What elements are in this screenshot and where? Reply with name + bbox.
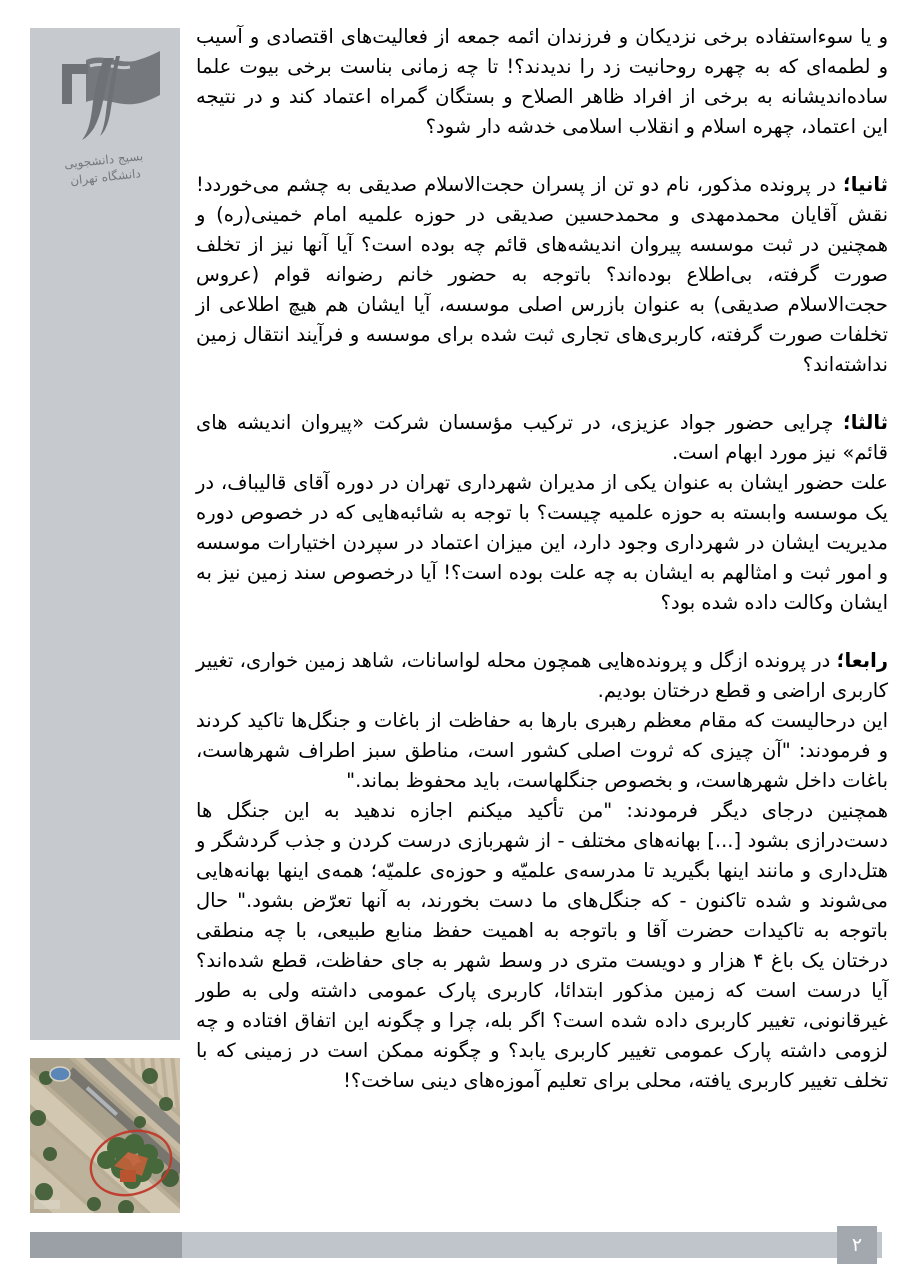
paragraph-5-text: در پرونده ازگل و پرونده‌هایی همچون محله لواسانات، شاهد زمین خواری، تغییر کاربری اراضی و قطع درختان بودیم. xyxy=(196,649,888,702)
paragraph-2-lead: ثانیا؛ xyxy=(842,173,888,196)
paragraph-7-text: همچنین درجای دیگر فرمودند: "من تأکید میکنم اجازه ندهید به این جنگل ها دست‌درازی بشود [...] بهانه‌های مختلف - از شهربازی درست کردن و جذب گردشگر و هتل‌داری و مانند اینها بگیرید تا مدرسه‌ی علمیّه و حوزه‌ی علمیّه؛ همه‌ی اینها بهانه‌هایی می‌شوند و شده تاکنون - که جنگل‌های ما دست بخورند، به آنها تعرّض بشود." حال باتوجه به تاکیدات حضرت آقا و باتوجه به اهمیت حفظ منابع طبیعی، با چه منطقی درختان یک باغ ۴ هزار و دویست متری در وسط شهر به جای حفاظت، قطع شده‌اند؟ آیا درست است که زمین مذکور ابتدائا، کاربری پارک عمومی داشته ولی به طور غیرقانونی، تغییر کاربری داده شده است؟ اگر بله، چرا و چگونه این اتفاق افتاده و چه لزومی داشته پارک عمومی تغییر کاربری یابد؟ و چگونه ممکن است در زمینی که با تخلف تغییر کاربری یافته، محلی برای تعلیم آموزه‌های دینی ساخت؟! xyxy=(196,799,889,1092)
paragraph-1 xyxy=(196,22,888,142)
paragraph-3 xyxy=(196,408,888,468)
paragraph-3-text: چرایی حضور جواد عزیزی، در ترکیب مؤسسان شرکت «پیروان اندیشه های قائم» نیز مورد ابهام است. xyxy=(196,411,888,464)
logo-caption-line1: بسیج دانشجویی xyxy=(63,148,145,172)
paragraph-2 xyxy=(196,170,888,380)
logo-caption xyxy=(64,148,146,191)
paragraph-5 xyxy=(196,646,888,706)
document-body xyxy=(196,22,888,1096)
paragraph-4-text: علت حضور ایشان به عنوان یکی از مدیران شهرداری تهران در دوره آقای قالیباف، در یک موسسه وابسته به حوزه علمیه چیست؟ با توجه به شائبه‌هایی که در خصوص دوره مدیریت ایشان در شهرداری وجود دارد، این میزان اعتماد در سپردن اختیارات موسسه و امور ثبت و امثالهم به ایشان به چه علت بوده است؟! آیا درخصوص سند زمین نیز به ایشان وکالت داده شده بود؟ xyxy=(196,471,888,614)
satellite-aerial-photo xyxy=(30,1058,180,1213)
page-number: ۲ xyxy=(851,1234,863,1256)
page-number-badge xyxy=(837,1226,877,1264)
footer-bar-right xyxy=(182,1232,882,1258)
paragraph-5-lead: رابعا؛ xyxy=(836,649,888,672)
paragraph-2-text: در پرونده مذکور، نام دو تن از پسران حجت‌الاسلام صدیقی به چشم می‌خوردد! نقش آقایان محمدمهدی و محمدحسین صدیقی در حوزه علمیه امام خمینی(ره) و همچنین در ثبت موسسه پیروان اندیشه‌های قائم چه بوده است؟ آیا آنها نیز از تخلف صورت گرفته، بی‌اطلاع بوده‌اند؟ باتوجه به حضور خانم رضوانه قوام (عروس حجت‌الاسلام صدیقی) به عنوان بازرس اصلی موسسه، آیا ایشان هم هیچ اطلاعی از تخلفات صورت گرفته، کاربری‌های تجاری ثبت شده برای موسسه و فرآیند انتقال زمین نداشته‌اند؟ xyxy=(196,173,888,376)
paragraph-6 xyxy=(196,706,888,796)
paragraph-7 xyxy=(196,796,888,1096)
paragraph-6-text: این درحالیست که مقام معظم رهبری بارها به حفاظت از باغات و جنگل‌ها تاکید کردند و فرمودند: "آن چیزی که ثروت اصلی کشور است، مناطق سبز اطراف شهرهاست، باغات داخل شهرهاست، و بخصوص جنگلهاست، باید محفوظ بماند." xyxy=(196,709,888,792)
basij-flag-logo-icon xyxy=(46,50,164,150)
organization-logo xyxy=(40,50,170,200)
paragraph-3-lead: ثالثا؛ xyxy=(842,411,888,434)
sidebar-panel xyxy=(30,28,180,1040)
paragraph-1-text: و یا سوءاستفاده برخی نزدیکان و فرزندان ائمه جمعه از فعالیت‌های اقتصادی و آسیب و لطمه‌ای که به چهره روحانیت زد را ندیدند؟! تا چه زمانی بناست برخی بیوت علما ساده‌اندیشانه به برخی از افراد ظاهر الصلاح و بستگان گمراه اعتماد کند و در نتیجه این اعتماد، چهره اسلام و انقلاب اسلامی خدشه دار شود؟ xyxy=(196,25,888,138)
paragraph-4 xyxy=(196,468,888,618)
footer-bar-left xyxy=(30,1232,182,1258)
logo-caption-line2: دانشگاه تهران xyxy=(69,166,142,189)
